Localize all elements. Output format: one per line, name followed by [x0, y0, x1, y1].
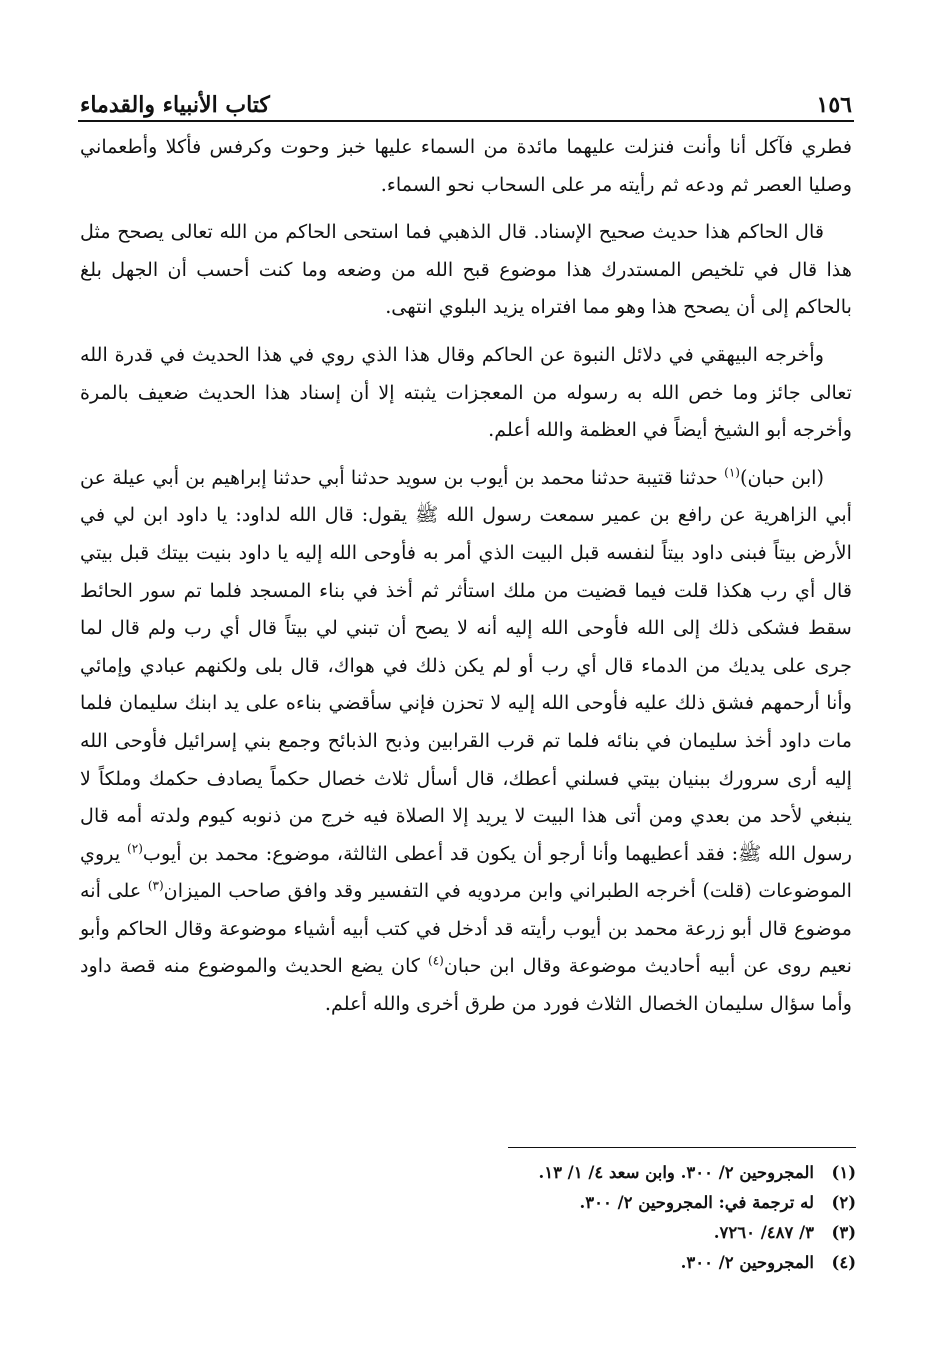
footnote-1	[200, 1158, 856, 1188]
footnote-ref-2[interactable]: (٢)	[127, 841, 143, 856]
paragraph-4-part-3: يروي الموضوعات (قلت) أخرجه الطبراني وابن مردويه في التفسير وقد وافق صاحب الميزان	[80, 841, 852, 903]
footnote-4	[200, 1248, 856, 1278]
footnote-number: (٣)	[831, 1223, 856, 1242]
footnote-rule	[508, 1147, 856, 1148]
footnote-ref-4[interactable]: (٤)	[428, 954, 444, 969]
paragraph-2: قال الحاكم هذا حديث صحيح الإسناد. قال الذهبي فما استحى الحاكم من الله تعالى يصحح مثل هذا قال في تلخيص المستدرك هذا موضوع قبح الله من وضعه وما كنت أحسب أن الجهل بلغ بالحاكم إلى أن يصحح هذا وهو مما افتراه يزيد البلوي انتهى.	[80, 220, 852, 319]
book-title: كتاب الأنبياء والقدماء	[80, 92, 270, 118]
footnote-3	[200, 1218, 856, 1248]
paragraph-1: فطري فآكل أنا وأنت فنزلت عليهما مائدة من السماء عليها خبز وحوت وكرفس فأكلا وأطعماني وصليا العصر ثم ودعه ثم رأيته مر على السحاب نحو السماء.	[80, 135, 852, 196]
footnotes	[200, 1158, 856, 1278]
paragraph-4-part-5: كان يضع الحديث والموضوع منه قصة داود وأما سؤال سليمان الخصال الثلاث فورد من طرق أخرى والله أعلم.	[80, 954, 852, 1016]
footnote-number: (١)	[831, 1163, 856, 1182]
footnote-ref-1[interactable]: (١)	[724, 465, 740, 480]
footnote-ref-3[interactable]: (٣)	[147, 878, 164, 893]
page-number: ١٥٦	[816, 92, 852, 118]
footnote-text: له ترجمة في: المجروحين ٢/ ٣٠٠.	[579, 1193, 814, 1212]
paragraph-4-part-4: على أنه موضوع قال أبو زرعة محمد بن أيوب رأيته قد أدخل في كتب أبيه أشياء موضوعة وقال الحاكم وأبو نعيم روى عن أبيه أحاديث موضوعة وقال ابن حبان	[80, 879, 852, 978]
footnote-text: ٣/ ٤٨٧/ ٧٢٦٠.	[713, 1223, 814, 1242]
footnote-text: المجروحين ٢/ ٣٠٠.	[680, 1253, 814, 1272]
footnote-2	[200, 1188, 856, 1218]
header-rule	[78, 120, 854, 122]
running-head	[80, 78, 852, 118]
body-text	[80, 128, 852, 1033]
paragraph-4-part-2: حدثنا قتيبة حدثنا محمد بن أيوب بن سويد حدثنا أبي حدثنا إبراهيم بن أبي عيلة عن أبي الزاهرية عن رافع بن عمير سمعت رسول الله ﷺ يقول: قال الله لداود: يا داود ابن لي في الأرض بيتاً فبنى داود بيتاً لنفسه قبل البيت الذي أمر به فأوحى الله إليه يا داود بنيت بيتك قبل بيتي قال أي رب هكذا قلت فيما قضيت من ملك استأثر ثم أخذ في بناء المسجد فلما تم سور الحائط سقط فشكى ذلك إلى الله فأوحى الله إليه أنه لا يصح أن تبني لي بيتاً قال أي رب ولم قال لما جرى على يديك من الدماء قال أي رب أو لم يكن ذلك في هواك، قال بلى ولكنهم عبادي وإمائي وأنا أرحمهم فشق ذلك عليه فأوحى الله إليه لا تحزن فإني سأقضي بناءه على يد ابنك سليمان فلما مات داود أخذ سليمان في بنائه فلما تم قرب القرابين وذبح الذبائح وجمع بني إسرائيل فأوحى الله إليه أرى سرورك ببنيان بيتي فسلني أعطك، قال أسأل ثلاث خصال حكماً يصادف حكمك وملكاً لا ينبغي لأحد من بعدي ومن أتى هذا البيت لا يريد إلا الصلاة فيه خرج من ذنوبه كيوم ولدته أمه قال رسول الله ﷺ: فقد أعطيهما وأنا أرجو أن يكون قد أعطى الثالثة، موضوع: محمد بن أيوب	[80, 465, 852, 865]
footnote-text: المجروحين ٢/ ٣٠٠. وابن سعد ٤/ ١/ ١٣.	[538, 1163, 814, 1182]
paragraph-4	[80, 459, 852, 1023]
paragraph-3: وأخرجه البيهقي في دلائل النبوة عن الحاكم وقال هذا الذي روي في هذا الحديث في قدرة الله تعالى جائز وما خص الله به رسوله من المعجزات يثبته إلا أن إسناد هذا الحديث ضعيف بالمرة وأخرجه أبو الشيخ أيضاً في العظمة والله أعلم.	[80, 342, 852, 442]
footnote-number: (٢)	[831, 1193, 856, 1212]
paragraph-4-part-1: (ابن حبان)	[739, 465, 825, 489]
footnote-number: (٤)	[831, 1253, 856, 1272]
